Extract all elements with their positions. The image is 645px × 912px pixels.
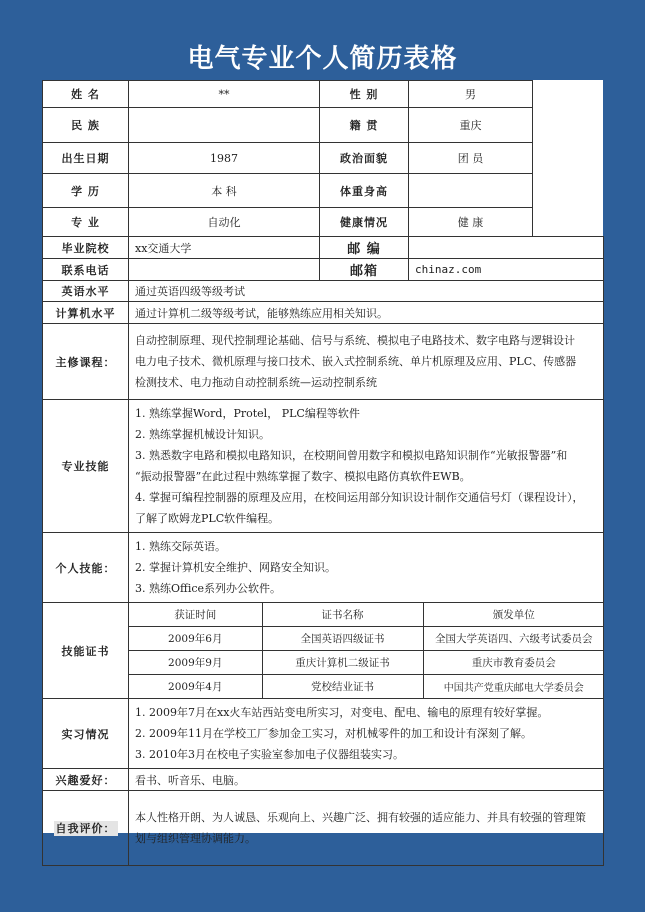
certs-header: 证书名称 (262, 603, 423, 627)
courses-text (129, 324, 604, 400)
education-value: 本 科 (129, 174, 320, 208)
ethnicity-label: 民 族 (43, 108, 129, 143)
skills-line: 2. 熟练掌握机械设计知识。 (135, 428, 270, 441)
skills-label: 专业技能 (43, 400, 129, 533)
gender-value: 男 (409, 81, 533, 108)
postcode-label: 邮 编 (320, 237, 409, 259)
intern-line: 1. 2009年7月在xx火车站西站变电所实习，对变电、配电、输电的原理有较好掌握。 (135, 706, 549, 719)
resume-sheet (42, 80, 603, 845)
row-birth (43, 143, 604, 174)
personal-line: 1. 熟练交际英语。 (135, 540, 226, 553)
row-courses (43, 324, 604, 400)
photo-area (533, 81, 604, 237)
row-english (43, 281, 604, 302)
cert-date: 2009年6月 (129, 627, 262, 651)
skills-line: 4. 掌握可编程控制器的原理及应用，在校间运用部分知识设计制作交通信号灯（课程设计）， (135, 491, 584, 504)
row-name (43, 81, 604, 108)
school-label: 毕业院校 (43, 237, 129, 259)
personal-line: 3. 熟练Office系列办公软件。 (135, 582, 282, 595)
birth-value: 1987 (129, 143, 320, 174)
certs-label: 技能证书 (43, 603, 129, 699)
major-value: 自动化 (129, 208, 320, 237)
native-value: 重庆 (409, 108, 533, 143)
certs-header: 颁发单位 (423, 603, 604, 627)
certs-table (129, 603, 604, 698)
cert-name: 全国英语四级证书 (262, 627, 423, 651)
intern-label: 实习情况 (43, 699, 129, 769)
courses-line: 自动控制原理、现代控制理论基础、信号与系统、模拟电子电路技术、数字电路与逻辑设计 (135, 334, 575, 347)
gender-label: 性 别 (320, 81, 409, 108)
row-personal (43, 533, 604, 603)
skills-line: “振动报警器”在此过程中熟练掌握了数字、模拟电路仿真软件EWB。 (135, 470, 471, 483)
cert-issuer: 重庆市教育委员会 (423, 651, 604, 675)
cert-issuer: 全国大学英语四、六级考试委员会 (423, 627, 604, 651)
certs-header: 获证时间 (129, 603, 262, 627)
health-label: 健康情况 (320, 208, 409, 237)
personal-line: 2. 掌握计算机安全维护、网路安全知识。 (135, 561, 336, 574)
certs-row (129, 627, 604, 651)
major-label: 专 业 (43, 208, 129, 237)
courses-label: 主修课程： (43, 324, 129, 400)
political-label: 政治面貌 (320, 143, 409, 174)
certs-row (129, 675, 604, 699)
skills-line: 了解了欧姆龙PLC软件编程。 (135, 512, 280, 525)
ethnicity-value (129, 108, 320, 143)
personal-label: 个人技能： (43, 533, 129, 603)
english-label: 英语水平 (43, 281, 129, 302)
cert-date: 2009年4月 (129, 675, 262, 699)
personal-text (129, 533, 604, 603)
school-value: xx交通大学 (129, 237, 320, 259)
resume-table (42, 80, 604, 866)
row-computer (43, 302, 604, 324)
phone-label: 联系电话 (43, 259, 129, 281)
row-ethnicity (43, 108, 604, 143)
cert-name: 党校结业证书 (262, 675, 423, 699)
row-education (43, 174, 604, 208)
health-value: 健 康 (409, 208, 533, 237)
self-text (129, 791, 604, 866)
skills-line: 3. 熟悉数字电路和模拟电路知识，在校期间曾用数字和模拟电路知识制作“光敏报警器”和 (135, 449, 568, 462)
body-label: 体重身高 (320, 174, 409, 208)
intern-text (129, 699, 604, 769)
row-intern (43, 699, 604, 769)
skills-text (129, 400, 604, 533)
cert-issuer: 中国共产党重庆邮电大学委员会 (423, 675, 604, 699)
name-value: ** (129, 81, 320, 108)
row-skills (43, 400, 604, 533)
courses-line: 电力电子技术、微机原理与接口技术、嵌入式控制系统、单片机原理及应用、PLC、传感器 (135, 355, 577, 368)
email-value: chinaz.com (409, 259, 604, 281)
row-major (43, 208, 604, 237)
certs-cell (129, 603, 604, 699)
name-label: 姓 名 (43, 81, 129, 108)
political-value: 团 员 (409, 143, 533, 174)
skills-line: 1. 熟练掌握Word，Protel， PLC编程等软件 (135, 407, 360, 420)
birth-label: 出生日期 (43, 143, 129, 174)
phone-value (129, 259, 320, 281)
intern-line: 2. 2009年11月在学校工厂参加金工实习，对机械零件的加工和设计有深刻了解。 (135, 727, 532, 740)
education-label: 学 历 (43, 174, 129, 208)
row-school (43, 237, 604, 259)
postcode-value (409, 237, 604, 259)
hobby-value: 看书、听音乐、电脑。 (129, 769, 604, 791)
row-phone (43, 259, 604, 281)
email-label: 邮箱 (320, 259, 409, 281)
courses-line: 检测技术、电力拖动自动控制系统—运动控制系统 (135, 376, 377, 389)
row-hobby (43, 769, 604, 791)
native-label: 籍 贯 (320, 108, 409, 143)
self-line: 本人性格开朗、为人诚恳、乐观向上、兴趣广泛、拥有较强的适应能力、并具有较强的管理策 (135, 811, 586, 824)
intern-line: 3. 2010年3月在校电子实验室参加电子仪器组装实习。 (135, 748, 404, 761)
resume-title: 电气专业个人简历表格 (187, 44, 458, 74)
english-value: 通过英语四级等级考试 (129, 281, 604, 302)
body-value (409, 174, 533, 208)
computer-value: 通过计算机二级等级考试，能够熟练应用相关知识。 (129, 302, 604, 324)
self-line: 划与组织管理协调能力。 (135, 832, 256, 845)
certs-row (129, 651, 604, 675)
cert-name: 重庆计算机二级证书 (262, 651, 423, 675)
cert-date: 2009年9月 (129, 651, 262, 675)
certs-header-row (129, 603, 604, 627)
self-label (43, 791, 129, 866)
row-certs (43, 603, 604, 699)
row-self (43, 791, 604, 866)
computer-label: 计算机水平 (43, 302, 129, 324)
self-label-text: 自我评价： (55, 822, 116, 835)
hobby-label: 兴趣爱好： (43, 769, 129, 791)
